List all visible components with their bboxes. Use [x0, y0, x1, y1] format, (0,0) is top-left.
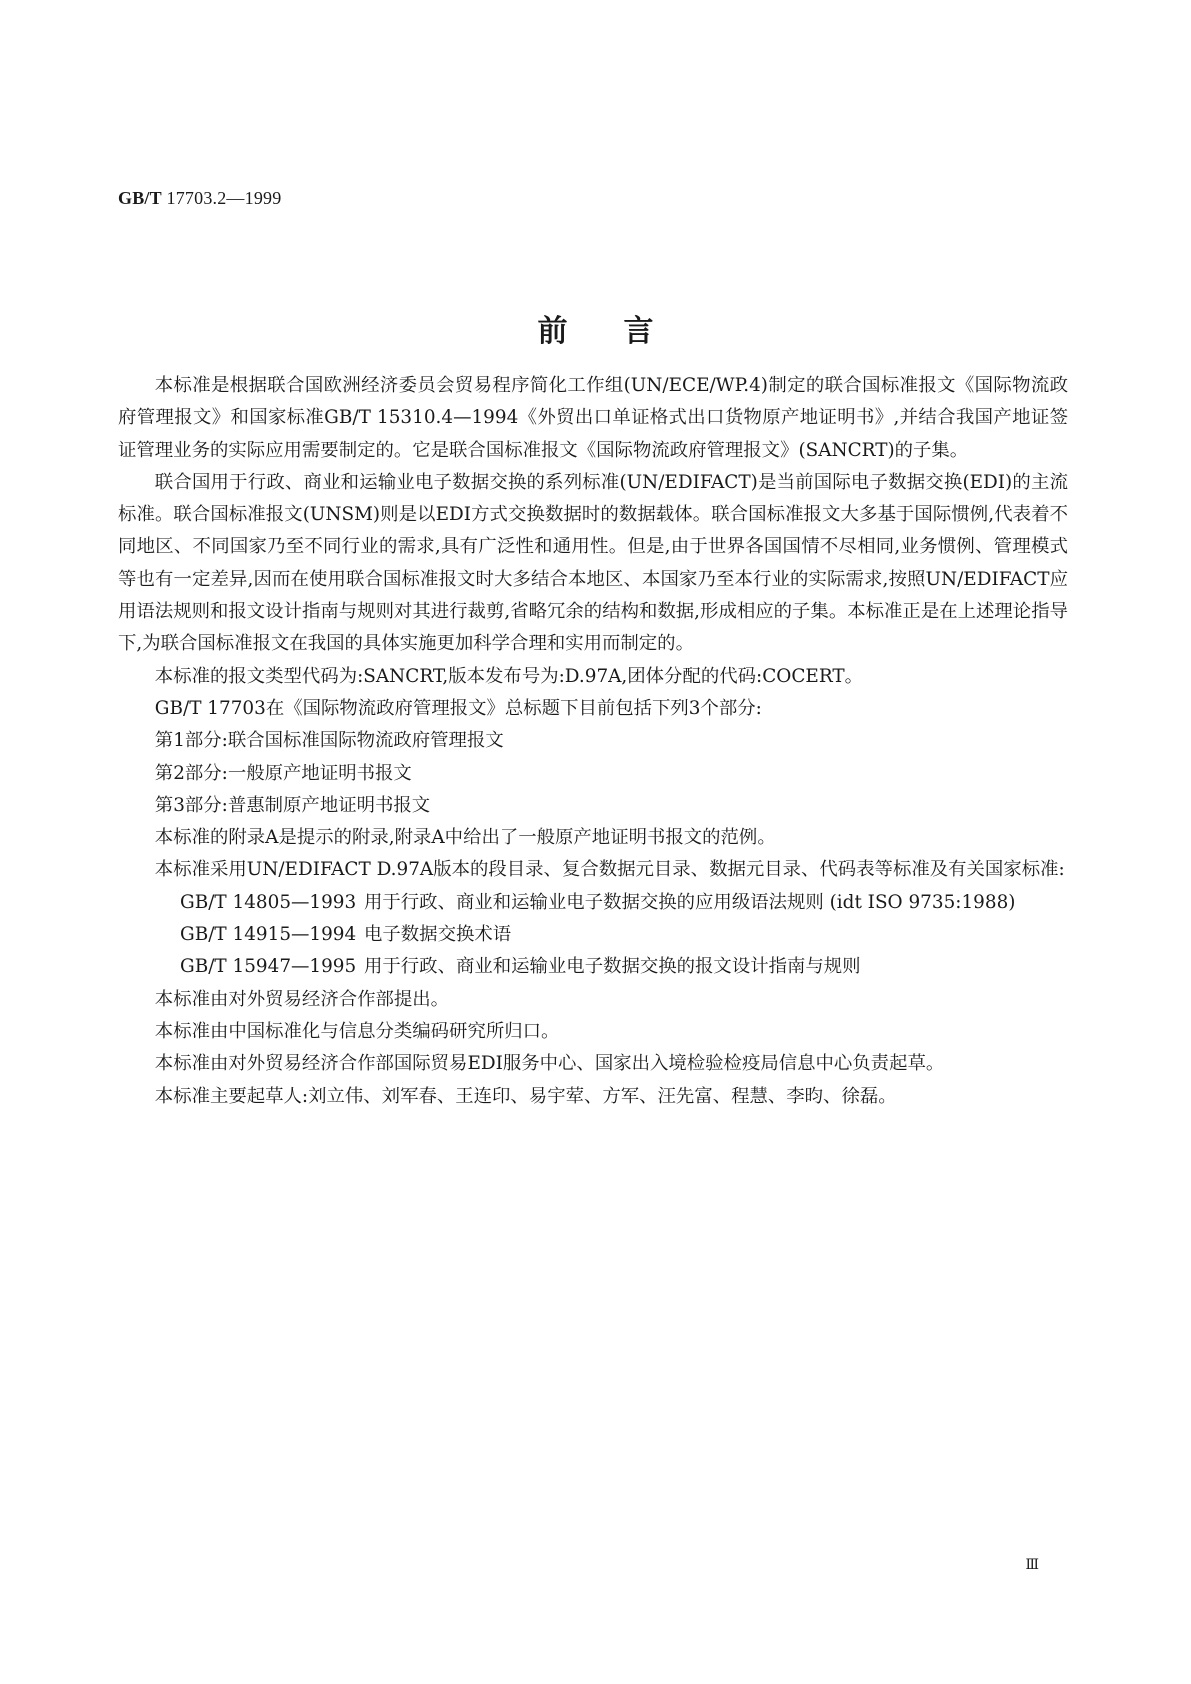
reference-title: 用于行政、商业和运输业电子数据交换的应用级语法规则 (idt ISO 9735:1988) [364, 891, 1016, 913]
reference-title: 电子数据交换术语 [364, 924, 512, 946]
paragraph-part-1: 第1部分:联合国标准国际物流政府管理报文 [154, 730, 504, 752]
paragraph: 本标准是根据联合国欧洲经济委员会贸易程序简化工作组(UN/ECE/WP.4)制定的联合国标准报文《国际物流政府管理报文》和国家标准GB/T 15310.4—1994《外贸出口单证格式出口货物原产地证明书》,并结合我国产地证签证管理业务的实际应用需要制定的。它是联合国标准报文《国际物流政府管理报文》(SANCRT)的子集。 [118, 375, 1068, 461]
normative-references [118, 887, 1068, 984]
reference-code: GB/T 14805—1993 [180, 891, 357, 913]
paragraph: 本标准由对外贸易经济合作部提出。 [154, 988, 450, 1010]
reference-code: GB/T 15947—1995 [180, 956, 357, 978]
paragraph: 联合国用于行政、商业和运输业电子数据交换的系列标准(UN/EDIFACT)是当前国际电子数据交换(EDI)的主流标准。联合国标准报文(UNSM)则是以EDI方式交换数据时的数据载体。联合国标准报文大多基于国际惯例,代表着不同地区、不同国家乃至不同行业的需求,具有广泛性和通用性。但是,由于世界各国国情不尽相同,业务惯例、管理模式等也有一定差异,因而在使用联合国标准报文时大多结合本地区、本国家乃至本行业的实际需求,按照UN/EDIFACT应用语法规则和报文设计指南与规则对其进行裁剪,省略冗余的结构和数据,形成相应的子集。本标准正是在上述理论指导下,为联合国标准报文在我国的具体实施更加科学合理和实用而制定的。 [118, 471, 1068, 655]
paragraph: 本标准的报文类型代码为:SANCRT,版本发布号为:D.97A,团体分配的代码:COCERT。 [154, 665, 864, 687]
foreword-body [118, 370, 1068, 1113]
reference-item [180, 919, 1068, 951]
paragraph: GB/T 17703在《国际物流政府管理报文》总标题下目前包括下列3个部分: [154, 697, 762, 719]
reference-item [180, 887, 1068, 919]
page-title: 前言 [537, 314, 710, 349]
paragraph-part-2: 第2部分:一般原产地证明书报文 [154, 762, 412, 784]
reference-item [180, 951, 1068, 983]
paragraph: 本标准采用UN/EDIFACT D.97A版本的段目录、复合数据元目录、数据元目录、代码表等标准及有关国家标准: [154, 859, 1065, 881]
reference-title: 用于行政、商业和运输业电子数据交换的报文设计指南与规则 [364, 956, 861, 978]
paragraph: 本标准由中国标准化与信息分类编码研究所归口。 [154, 1020, 560, 1042]
page-number: Ⅲ [1025, 1558, 1039, 1573]
document-code-prefix: GB/T [118, 188, 162, 208]
paragraph: 本标准由对外贸易经济合作部国际贸易EDI服务中心、国家出入境检验检疫局信息中心负责起草。 [154, 1053, 945, 1075]
paragraph: 本标准的附录A是提示的附录,附录A中给出了一般原产地证明书报文的范例。 [154, 827, 776, 849]
reference-code: GB/T 14915—1994 [180, 924, 357, 946]
document-code [118, 188, 281, 209]
paragraph: 本标准主要起草人:刘立伟、刘军春、王连印、易宇荤、方军、汪先富、程慧、李昀、徐磊。 [154, 1085, 897, 1107]
paragraph-part-3: 第3部分:普惠制原产地证明书报文 [154, 794, 431, 816]
document-code-number: 17703.2—1999 [166, 188, 282, 208]
